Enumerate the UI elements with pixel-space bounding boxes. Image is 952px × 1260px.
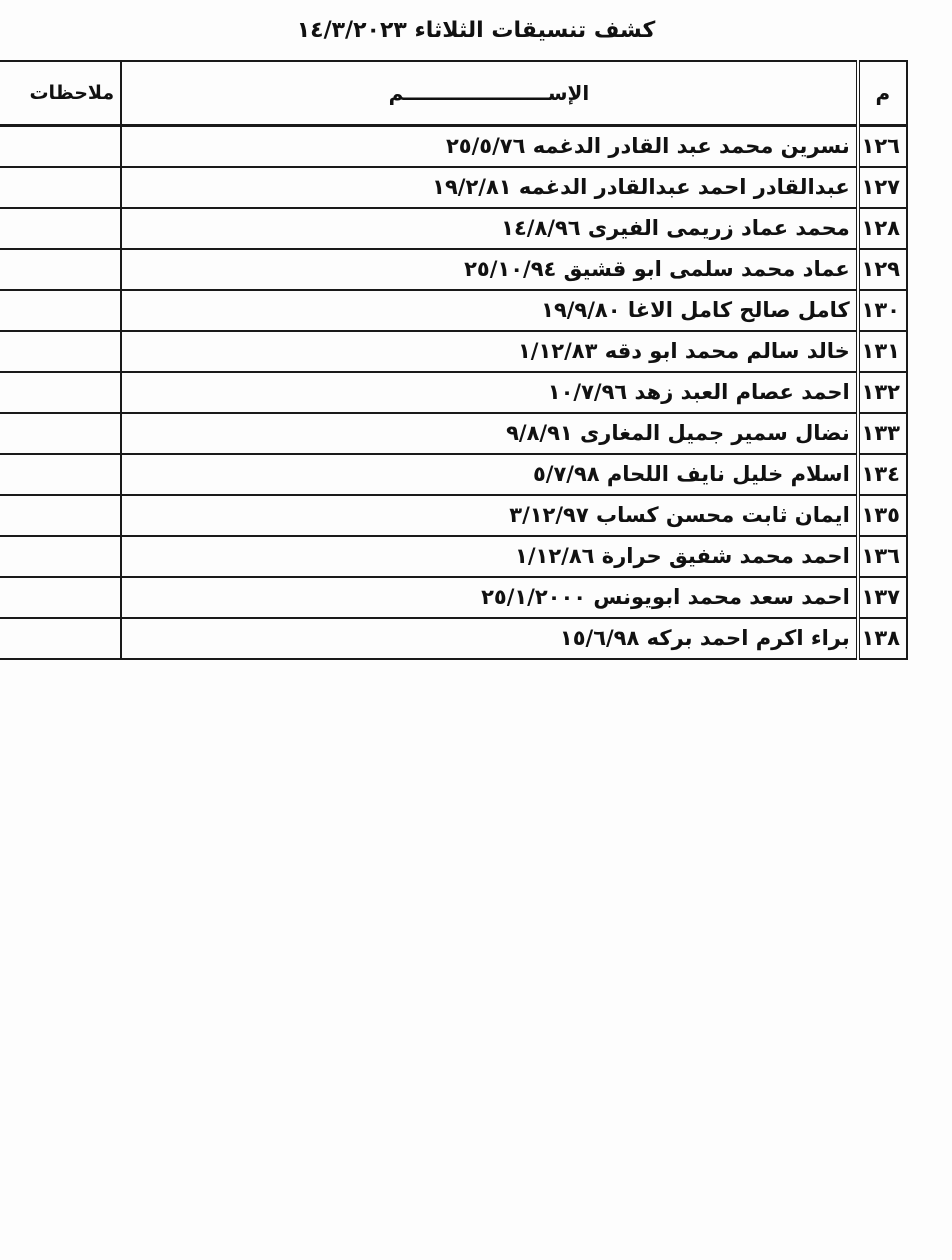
row-name: عبدالقادر احمد عبدالقادر الدغمه ١٩/٢/٨١	[121, 167, 858, 208]
header-notes: ملاحظات	[0, 61, 121, 126]
row-notes	[0, 618, 121, 659]
header-name	[121, 61, 858, 126]
table-row	[0, 495, 907, 536]
table-row	[0, 372, 907, 413]
row-number: ١٣٤	[858, 454, 907, 495]
row-name: براء اكرم احمد بركه ١٥/٦/٩٨	[121, 618, 858, 659]
row-name: عماد محمد سلمى ابو قشيق ٢٥/١٠/٩٤	[121, 249, 858, 290]
table-row	[0, 167, 907, 208]
table-row	[0, 249, 907, 290]
row-notes	[0, 536, 121, 577]
row-notes	[0, 290, 121, 331]
row-name: كامل صالح كامل الاغا ١٩/٩/٨٠	[121, 290, 858, 331]
row-number: ١٢٨	[858, 208, 907, 249]
row-name: خالد سالم محمد ابو دقه ١/١٢/٨٣	[121, 331, 858, 372]
row-notes	[0, 413, 121, 454]
table-row	[0, 536, 907, 577]
row-number: ١٣٨	[858, 618, 907, 659]
row-notes	[0, 249, 121, 290]
table-body	[0, 126, 907, 659]
table-row	[0, 618, 907, 659]
row-notes	[0, 208, 121, 249]
row-number: ١٣٢	[858, 372, 907, 413]
table-row	[0, 577, 907, 618]
table-row	[0, 290, 907, 331]
row-name: نضال سمير جميل المغارى ٩/٨/٩١	[121, 413, 858, 454]
row-number: ١٢٦	[858, 126, 907, 167]
table-row	[0, 331, 907, 372]
row-notes	[0, 577, 121, 618]
table-row	[0, 126, 907, 167]
row-notes	[0, 126, 121, 167]
row-number: ١٣٦	[858, 536, 907, 577]
coordination-table	[0, 60, 908, 660]
row-notes	[0, 167, 121, 208]
row-number: ١٣٧	[858, 577, 907, 618]
row-name: محمد عماد زريمى الفيرى ١٤/٨/٩٦	[121, 208, 858, 249]
row-name: نسرين محمد عبد القادر الدغمه ٢٥/٥/٧٦	[121, 126, 858, 167]
header-name-label: الإســـــــــــــــــــــم	[388, 81, 590, 105]
page-title: كشف تنسيقات الثلاثاء ١٤/٣/٢٠٢٣	[296, 18, 656, 43]
table-row	[0, 454, 907, 495]
row-notes	[0, 372, 121, 413]
row-name: احمد سعد محمد ابويونس ٢٥/١/٢٠٠٠	[121, 577, 858, 618]
row-name: ايمان ثابت محسن كساب ٣/١٢/٩٧	[121, 495, 858, 536]
row-notes	[0, 495, 121, 536]
row-number: ١٢٧	[858, 167, 907, 208]
row-number: ١٣٥	[858, 495, 907, 536]
row-notes	[0, 454, 121, 495]
row-number: ١٣١	[858, 331, 907, 372]
row-notes	[0, 331, 121, 372]
row-name: احمد عصام العبد زهد ١٠/٧/٩٦	[121, 372, 858, 413]
row-number: ١٢٩	[858, 249, 907, 290]
row-number: ١٣٠	[858, 290, 907, 331]
table-header	[0, 61, 907, 126]
table-row	[0, 413, 907, 454]
header-number: م	[858, 61, 907, 126]
row-number: ١٣٣	[858, 413, 907, 454]
row-name: احمد محمد شفيق حرارة ١/١٢/٨٦	[121, 536, 858, 577]
row-name: اسلام خليل نايف اللحام ٥/٧/٩٨	[121, 454, 858, 495]
table-row	[0, 208, 907, 249]
